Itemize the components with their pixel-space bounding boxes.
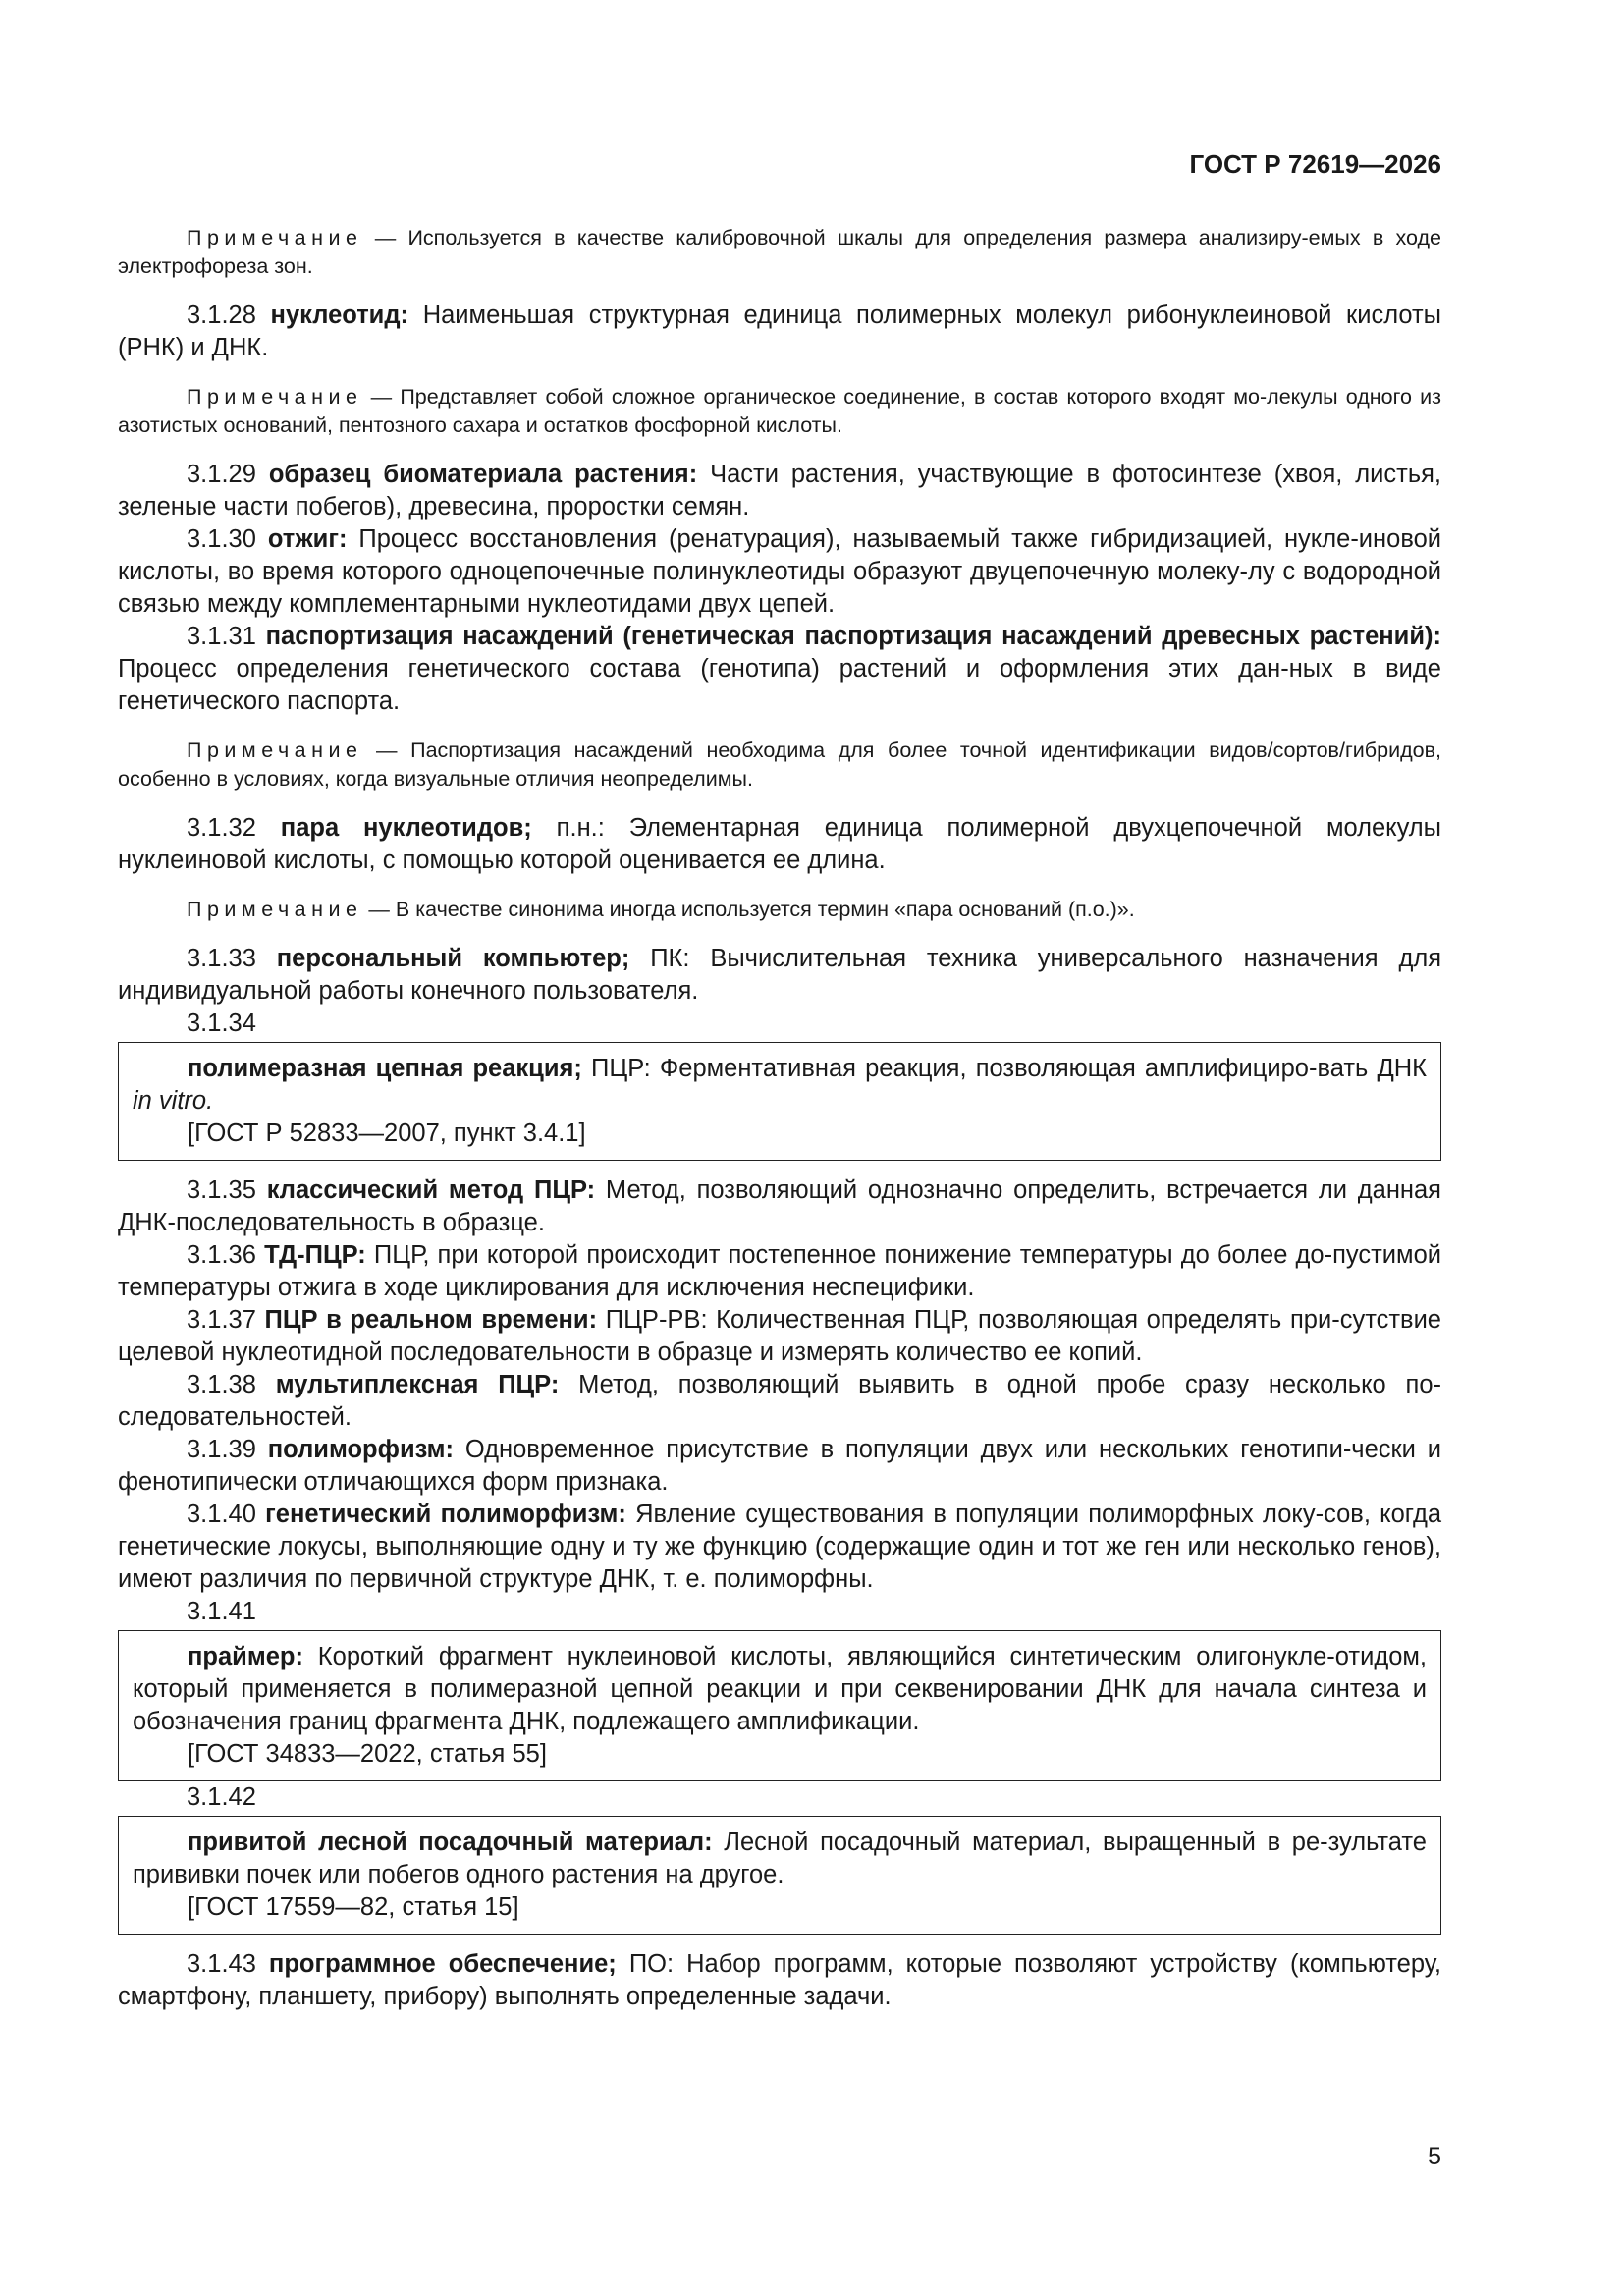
entry-term: пара нуклеотидов;	[280, 814, 532, 842]
entry-definition: Метод, позволяющий однозначно определить, встречается ли данная ДНК-последовательность в образце.	[118, 1176, 1441, 1236]
term-entry-3-1-36	[118, 1239, 1441, 1304]
entry-term: полиморфизм:	[267, 1436, 455, 1463]
term-entry-3-1-37	[118, 1304, 1441, 1369]
entry-term: персональный компьютер;	[276, 945, 630, 972]
entry-definition: ПЦР-РВ: Количественная ПЦР, позволяющая определять при-сутствие целевой нуклеотидной последовательности в образце и измерять количество ее копий.	[118, 1306, 1441, 1366]
source-reference: [ГОСТ 34833—2022, статья 55]	[188, 1740, 547, 1768]
entry-term: нуклеотид:	[270, 301, 409, 329]
page-content	[118, 224, 1441, 2013]
term-entry-3-1-32	[118, 812, 1441, 877]
entry-number: 3.1.37	[187, 1306, 265, 1334]
note-text: Паспортизация насаждений необходима для более точной идентификации видов/сортов/гибридов, особенно в условиях, когда визуальные отличия неопределимы.	[118, 738, 1441, 791]
entry-italic: in vitro.	[133, 1087, 214, 1115]
note-label: Примечание	[187, 385, 363, 409]
entry-number: 3.1.29	[187, 461, 269, 488]
entry-term: ПЦР в реальном времени:	[264, 1306, 598, 1334]
entry-definition: Наименьшая структурная единица полимерных молекул рибонуклеиновой кислоты (РНК) и ДНК.	[118, 301, 1442, 361]
entry-number: 3.1.30	[187, 525, 268, 553]
entry-number: 3.1.33	[187, 945, 277, 972]
entry-definition: Одновременное присутствие в популяции двух или нескольких генотипи-чески и фенотипически отличающихся форм признака.	[118, 1436, 1441, 1496]
note-dash: —	[362, 385, 401, 409]
entry-number: 3.1.38	[187, 1371, 276, 1398]
entry-term: классический метод ПЦР:	[266, 1176, 596, 1204]
entry-number: 3.1.39	[187, 1436, 268, 1463]
entry-definition: п.н.: Элементарная единица полимерной двухцепочечной молекулы нуклеиновой кислоты, с помощью которой оценивается ее длина.	[118, 814, 1442, 874]
term-entry-3-1-28	[118, 300, 1441, 364]
quoted-term-box	[118, 1042, 1441, 1161]
entry-definition: ПЦР, при которой происходит постепенное понижение температуры до более до-пустимой температуры отжига в ходе циклирования для исключения неспецифики.	[118, 1241, 1442, 1301]
entry-term: ТД-ПЦР:	[264, 1241, 366, 1269]
note	[118, 224, 1441, 281]
entry-term: отжиг:	[267, 525, 348, 553]
document-id: ГОСТ Р 72619—2026	[1189, 149, 1441, 179]
entry-definition: ПК: Вычислительная техника универсального назначения для индивидуальной работы конечного пользователя.	[118, 945, 1442, 1005]
entry-term: привитой лесной посадочный материал:	[188, 1829, 713, 1856]
term-entry-3-1-39	[118, 1434, 1441, 1499]
entry-number: 3.1.40	[187, 1501, 266, 1528]
note-text: В качестве синонима иногда используется термин «пара оснований (п.о.)».	[395, 898, 1135, 921]
entry-definition: Процесс определения генетического состава (генотипа) растений и оформления этих дан-ных в виде генетического паспорта.	[118, 655, 1441, 715]
term-entry-3-1-34	[133, 1053, 1427, 1118]
entry-number-3-1-42: 3.1.42	[187, 1783, 256, 1811]
entry-term: праймер:	[188, 1643, 303, 1670]
term-entry-3-1-40	[118, 1499, 1441, 1596]
note	[118, 896, 1441, 924]
note-dash: —	[362, 226, 408, 249]
entry-definition: Короткий фрагмент нуклеиновой кислоты, являющийся синтетическим олигонукле-отидом, который применяется в полимеразной цепной реакции и при секвенировании ДНК для начала синтеза и обозначения границ фрагмента ДНК, подлежащего амплификации.	[133, 1643, 1427, 1735]
entry-number-3-1-41: 3.1.41	[187, 1598, 256, 1625]
entry-term: образец биоматериала растения:	[268, 461, 698, 488]
term-entry-3-1-38	[118, 1369, 1441, 1434]
term-entry-3-1-33	[118, 943, 1441, 1008]
entry-number-3-1-34: 3.1.34	[187, 1010, 256, 1037]
note-label: Примечание	[187, 226, 363, 249]
term-entry-3-1-41	[133, 1641, 1427, 1738]
entry-definition: Процесс восстановления (ренатурация), называемый также гибридизацией, нукле-иновой кислоты, во время которого одноцепочечные полинуклеотиды образуют двуцепочечную молеку-лу с водородной связью между комплементарными нуклеотидами двух цепей.	[118, 525, 1442, 618]
note-label: Примечание	[187, 738, 363, 762]
entry-number: 3.1.43	[187, 1950, 269, 1978]
entry-number: 3.1.32	[187, 814, 281, 842]
term-entry-3-1-43	[118, 1948, 1441, 2013]
source-reference: [ГОСТ 17559—82, статья 15]	[188, 1893, 519, 1921]
entry-definition: Метод, позволяющий выявить в одной пробе сразу несколько по-следовательностей.	[118, 1371, 1442, 1431]
entry-term: программное обеспечение;	[268, 1950, 617, 1978]
note-dash: —	[362, 898, 396, 921]
quoted-term-box	[118, 1816, 1441, 1935]
note-label: Примечание	[187, 898, 363, 921]
entry-definition: Лесной посадочный материал, выращенный в ре-зультате прививки почек или побегов одного растения на другое.	[133, 1829, 1427, 1888]
source-reference: [ГОСТ Р 52833—2007, пункт 3.4.1]	[188, 1120, 586, 1147]
term-entry-3-1-30	[118, 523, 1441, 621]
note	[118, 383, 1441, 440]
document-page	[118, 0, 1441, 2296]
note	[118, 737, 1441, 793]
entry-number: 3.1.35	[187, 1176, 267, 1204]
term-entry-3-1-31	[118, 621, 1441, 718]
note-dash: —	[362, 738, 411, 762]
term-entry-3-1-29	[118, 459, 1441, 523]
entry-definition: Части растения, участвующие в фотосинтезе (хвоя, листья, зеленые части побегов), древесина, проростки семян.	[118, 461, 1442, 520]
entry-term: полимеразная цепная реакция;	[188, 1055, 582, 1082]
entry-number: 3.1.31	[187, 623, 266, 650]
entry-definition: Явление существования в популяции полиморфных локу-сов, когда генетические локусы, выполняющие одну и ту же функцию (содержащие один и тот же ген или несколько генов), имеют различия по первичной структуре ДНК, т. е. полиморфны.	[118, 1501, 1442, 1593]
term-entry-3-1-35	[118, 1175, 1441, 1239]
entry-definition: ПО: Набор программ, которые позволяют устройству (компьютеру, смартфону, планшету, прибору) выполнять определенные задачи.	[118, 1950, 1442, 2010]
note-text: Используется в качестве калибровочной шкалы для определения размера анализиру-емых в ходе электрофореза зон.	[118, 226, 1441, 278]
page-number: 5	[1428, 2143, 1441, 2170]
entry-number: 3.1.36	[187, 1241, 265, 1269]
entry-term: мультиплексная ПЦР:	[275, 1371, 560, 1398]
entry-number: 3.1.28	[187, 301, 271, 329]
term-entry-3-1-42	[133, 1827, 1427, 1891]
entry-term: паспортизация насаждений (генетическая паспортизация насаждений древесных растений):	[265, 623, 1441, 650]
quoted-term-box	[118, 1630, 1441, 1781]
entry-definition: ПЦР: Ферментативная реакция, позволяющая амплифициро-вать ДНК	[581, 1055, 1427, 1082]
note-text: Представляет собой сложное органическое соединение, в состав которого входят мо-лекулы одного из азотистых оснований, пентозного сахара и остатков фосфорной кислоты.	[118, 385, 1441, 437]
entry-term: генетический полиморфизм:	[265, 1501, 626, 1528]
